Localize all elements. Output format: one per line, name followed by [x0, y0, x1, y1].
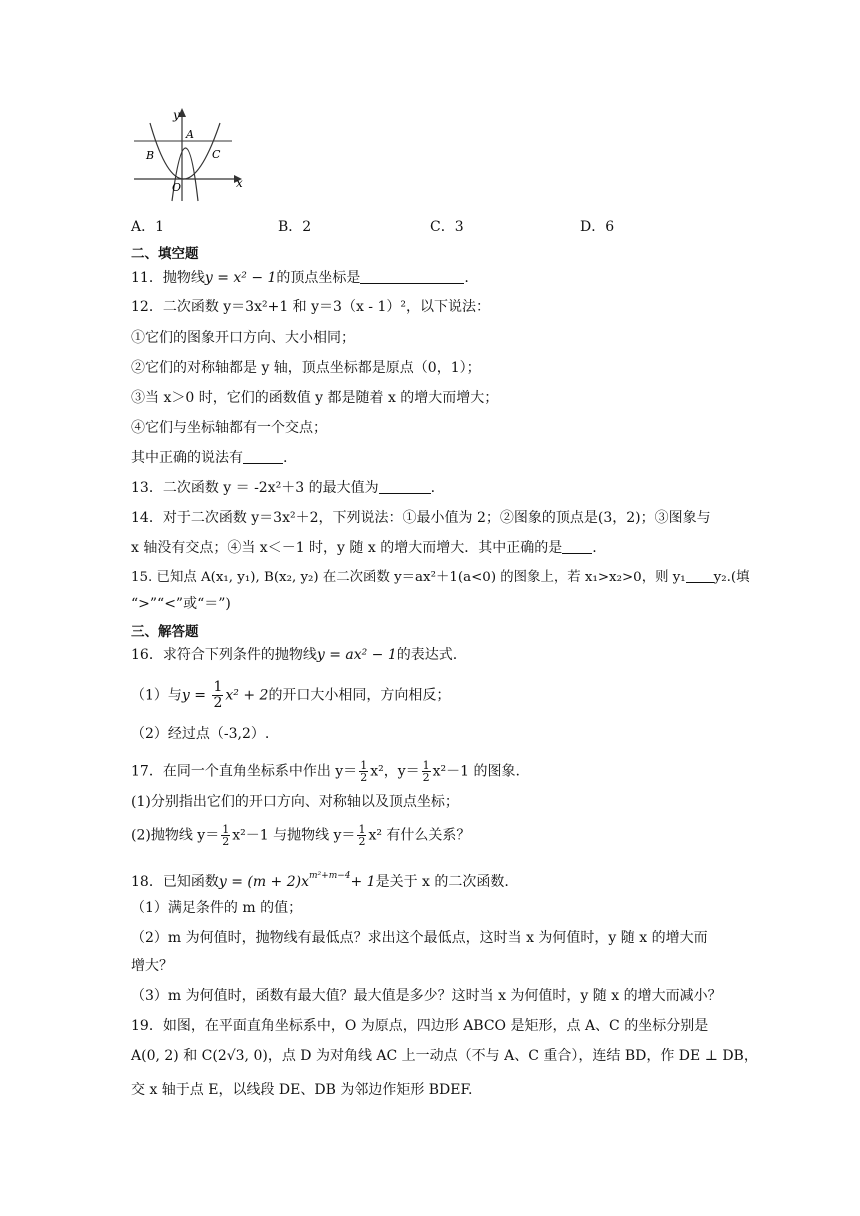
question-18-stem: 18．已知函数$y = (m + 2)x^{m^2+m-4}+ 1$是关于 x 的二次函数. [131, 871, 509, 890]
question-12-statement-4: ④它们与坐标轴都有一个交点； [131, 420, 327, 436]
label-B: B [146, 149, 155, 162]
question-14-line-1: 14．对于二次函数 y＝3x²＋2，下列说法：①最小值为 2；②图象的顶点是(3，2)；③图象与 [131, 510, 711, 526]
fraction-one-half: $\frac{1}{2}$ [360, 759, 368, 784]
fraction-one-half: $\frac{1}{2}$ [422, 759, 430, 784]
question-12-statement-2: ②它们的对称轴都是 y 轴，顶点坐标都是原点（0，1）； [131, 360, 481, 376]
question-12-statement-1: ①它们的图象开口方向、大小相同； [131, 330, 355, 346]
question-12-stem: 12．二次函数 y＝3x²+1 和 y＝3（x - 1）²，以下说法： [131, 299, 490, 315]
question-13: 13．二次函数 y ＝ -2x²＋3 的最大值为 . [131, 480, 436, 496]
question-18-part-2-line-1: （2）m 为何值时，抛物线有最低点？求出这个最低点，这时当 x 为何值时，y 随 x 的增大而 [131, 930, 708, 946]
answer-blank [243, 449, 283, 464]
question-16-part-1: （1）与y = $\frac{1}{2}$ x² + 2的开口大小相同，方向相反； [131, 679, 451, 711]
section-solve-heading: 三、解答题 [131, 624, 199, 640]
question-15-line-2: “>”“<”或“＝”) [131, 596, 231, 612]
label-x: x [236, 176, 243, 190]
question-12-ask: 其中正确的说法有 . [131, 450, 288, 466]
answer-blank [379, 479, 431, 494]
question-19-line-2: A(0, 2) 和 C(2√3, 0)，点 D 为对角线 AC 上一动点（不与 A、C 重合），连结 BD，作 DE ⊥ DB， [131, 1048, 758, 1064]
answer-blank [360, 269, 464, 284]
question-11: 11．抛物线y = x² − 1的顶点坐标是 . [131, 270, 469, 286]
section-fill-blank-heading: 二、填空题 [131, 246, 199, 262]
label-C: C [212, 148, 221, 161]
question-15-line-1: 15. 已知点 A(x₁, y₁), B(x₂, y₂) 在二次函数 y＝ax²＋1(a<0) 的图象上，若 x₁>x₂>0，则 y₁ y₂.(填 [131, 570, 750, 585]
fraction-one-half: $\frac{1}{2}$ [358, 823, 366, 848]
question-16-part-2: （2）经过点（-3,2）. [131, 726, 270, 742]
option-b: B．2 [278, 219, 312, 235]
question-18-part-1: （1）满足条件的 m 的值； [131, 900, 303, 916]
option-a: A．1 [131, 219, 165, 235]
option-d: D．6 [580, 219, 615, 235]
label-A: A [186, 128, 194, 141]
fraction-one-half: $\frac{1}{2}$ [213, 679, 223, 711]
label-y: y [173, 108, 180, 122]
parabola-figure [128, 105, 248, 205]
answer-blank [562, 539, 592, 554]
question-19-line-3: 交 x 轴于点 E，以线段 DE、DB 为邻边作矩形 BDEF. [131, 1082, 473, 1098]
question-17-part-1: (1)分别指出它们的开口方向、对称轴以及顶点坐标； [131, 794, 459, 810]
question-18-part-2-line-2: 增大？ [131, 958, 173, 974]
question-17-stem: 17．在同一个直角坐标系中作出 y＝ $\frac{1}{2}$ x²，y＝ $\frac{1}{2}$ x²－1 的图象. [131, 759, 520, 784]
wide-parabola [150, 123, 220, 179]
question-12-statement-3: ③当 x＞0 时，它们的函数值 y 都是随着 x 的增大而增大； [131, 390, 499, 406]
option-c: C．3 [430, 219, 464, 235]
question-18-part-3: （3）m 为何值时，函数有最大值？最大值是多少？这时当 x 为何值时，y 随 x 的增大而减小？ [131, 988, 722, 1004]
question-17-part-2: (2)抛物线 y＝ $\frac{1}{2}$ x²－1 与抛物线 y＝ $\frac{1}{2}$ x² 有什么关系？ [131, 823, 471, 848]
label-O: O [172, 181, 182, 194]
answer-blank [686, 568, 714, 583]
fraction-one-half: $\frac{1}{2}$ [222, 823, 230, 848]
question-19-line-1: 19．如图，在平面直角坐标系中，O 为原点，四边形 ABCO 是矩形，点 A、C 的坐标分别是 [131, 1018, 709, 1034]
question-16-stem: 16．求符合下列条件的抛物线y = ax² − 1的表达式. [131, 647, 458, 663]
question-14-line-2: x 轴没有交点；④当 x＜－1 时，y 随 x 的增大而增大．其中正确的是 . [131, 540, 597, 556]
